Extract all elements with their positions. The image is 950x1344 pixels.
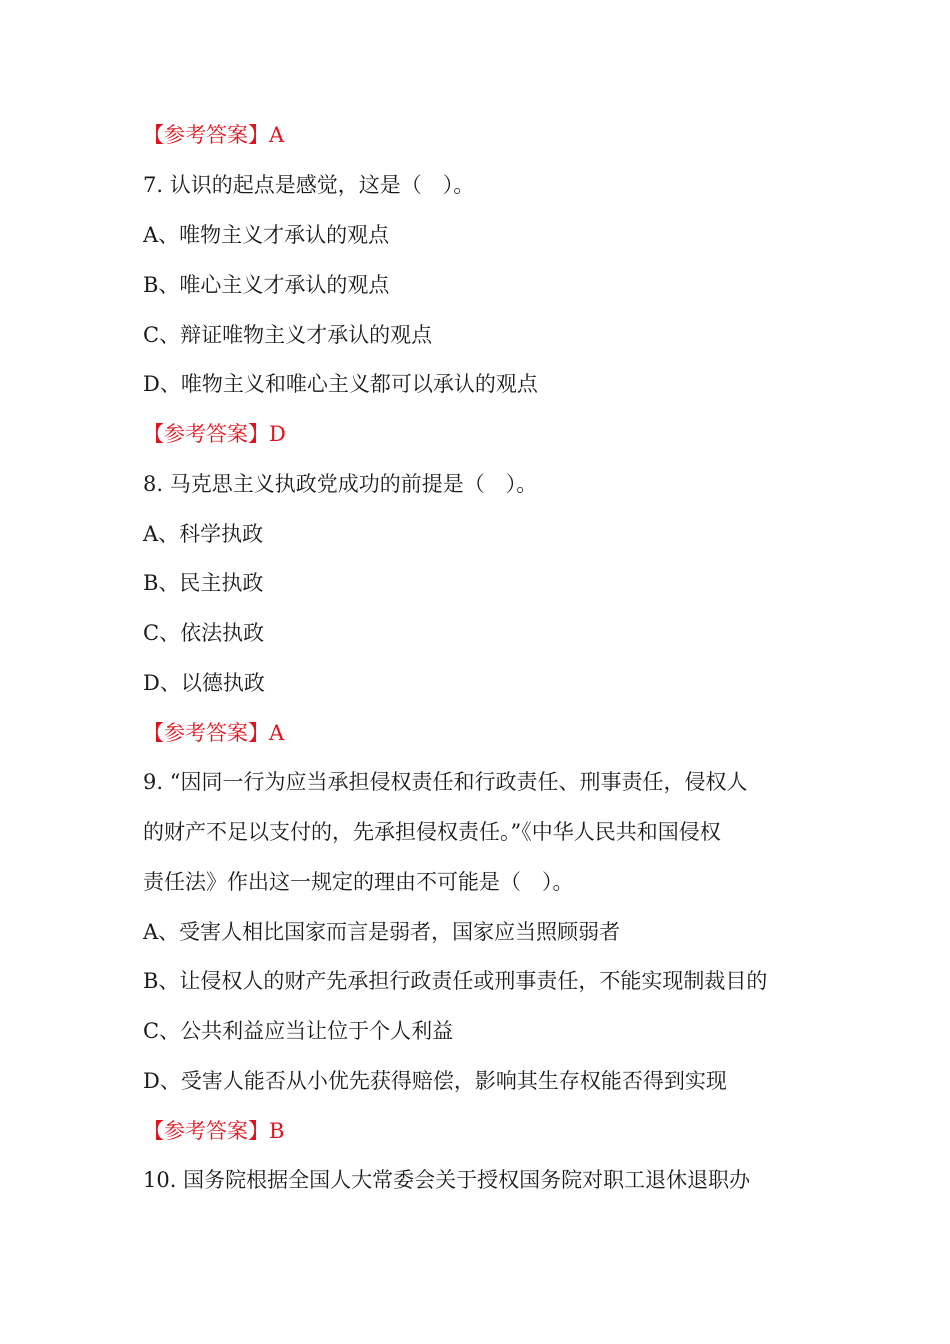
question-8-option-a: A、科学执政 xyxy=(143,522,264,546)
question-8-option-c: C、依法执政 xyxy=(143,621,265,645)
question-9-option-c: C、公共利益应当让位于个人利益 xyxy=(143,1019,454,1043)
question-7-option-b: B、唯心主义才承认的观点 xyxy=(143,273,390,297)
question-7-stem: 7. 认识的起点是感觉，这是（ ）。 xyxy=(143,173,475,197)
answer-q8: 【参考答案】A xyxy=(143,721,285,745)
question-8-option-d: D、以德执政 xyxy=(143,671,265,695)
answer-q7: 【参考答案】D xyxy=(143,422,286,446)
question-10-stem-line-1: 10. 国务院根据全国人大常委会关于授权国务院对职工退休退职办 xyxy=(143,1168,751,1192)
question-7-option-d: D、唯物主义和唯心主义都可以承认的观点 xyxy=(143,372,538,396)
question-9-stem-line-1: 9. “因同一行为应当承担侵权责任和行政责任、刑事责任，侵权人 xyxy=(143,770,748,794)
question-7-option-a: A、唯物主义才承认的观点 xyxy=(143,223,390,247)
question-7-option-c: C、辩证唯物主义才承认的观点 xyxy=(143,323,433,347)
question-9-option-d: D、受害人能否从小优先获得赔偿，影响其生存权能否得到实现 xyxy=(143,1069,727,1093)
question-8-option-b: B、民主执政 xyxy=(143,571,264,595)
question-9-option-a: A、受害人相比国家而言是弱者，国家应当照顾弱者 xyxy=(143,920,621,944)
question-9-stem-line-2: 的财产不足以支付的，先承担侵权责任。”《中华人民共和国侵权 xyxy=(143,820,721,844)
question-9-option-b: B、让侵权人的财产先承担行政责任或刑事责任，不能实现制裁目的 xyxy=(143,969,768,993)
answer-q6: 【参考答案】A xyxy=(143,123,285,147)
question-9-stem-line-3: 责任法》作出这一规定的理由不可能是（ ）。 xyxy=(143,870,574,894)
answer-q9: 【参考答案】B xyxy=(143,1119,285,1143)
question-8-stem: 8. 马克思主义执政党成功的前提是（ ）。 xyxy=(143,472,538,496)
